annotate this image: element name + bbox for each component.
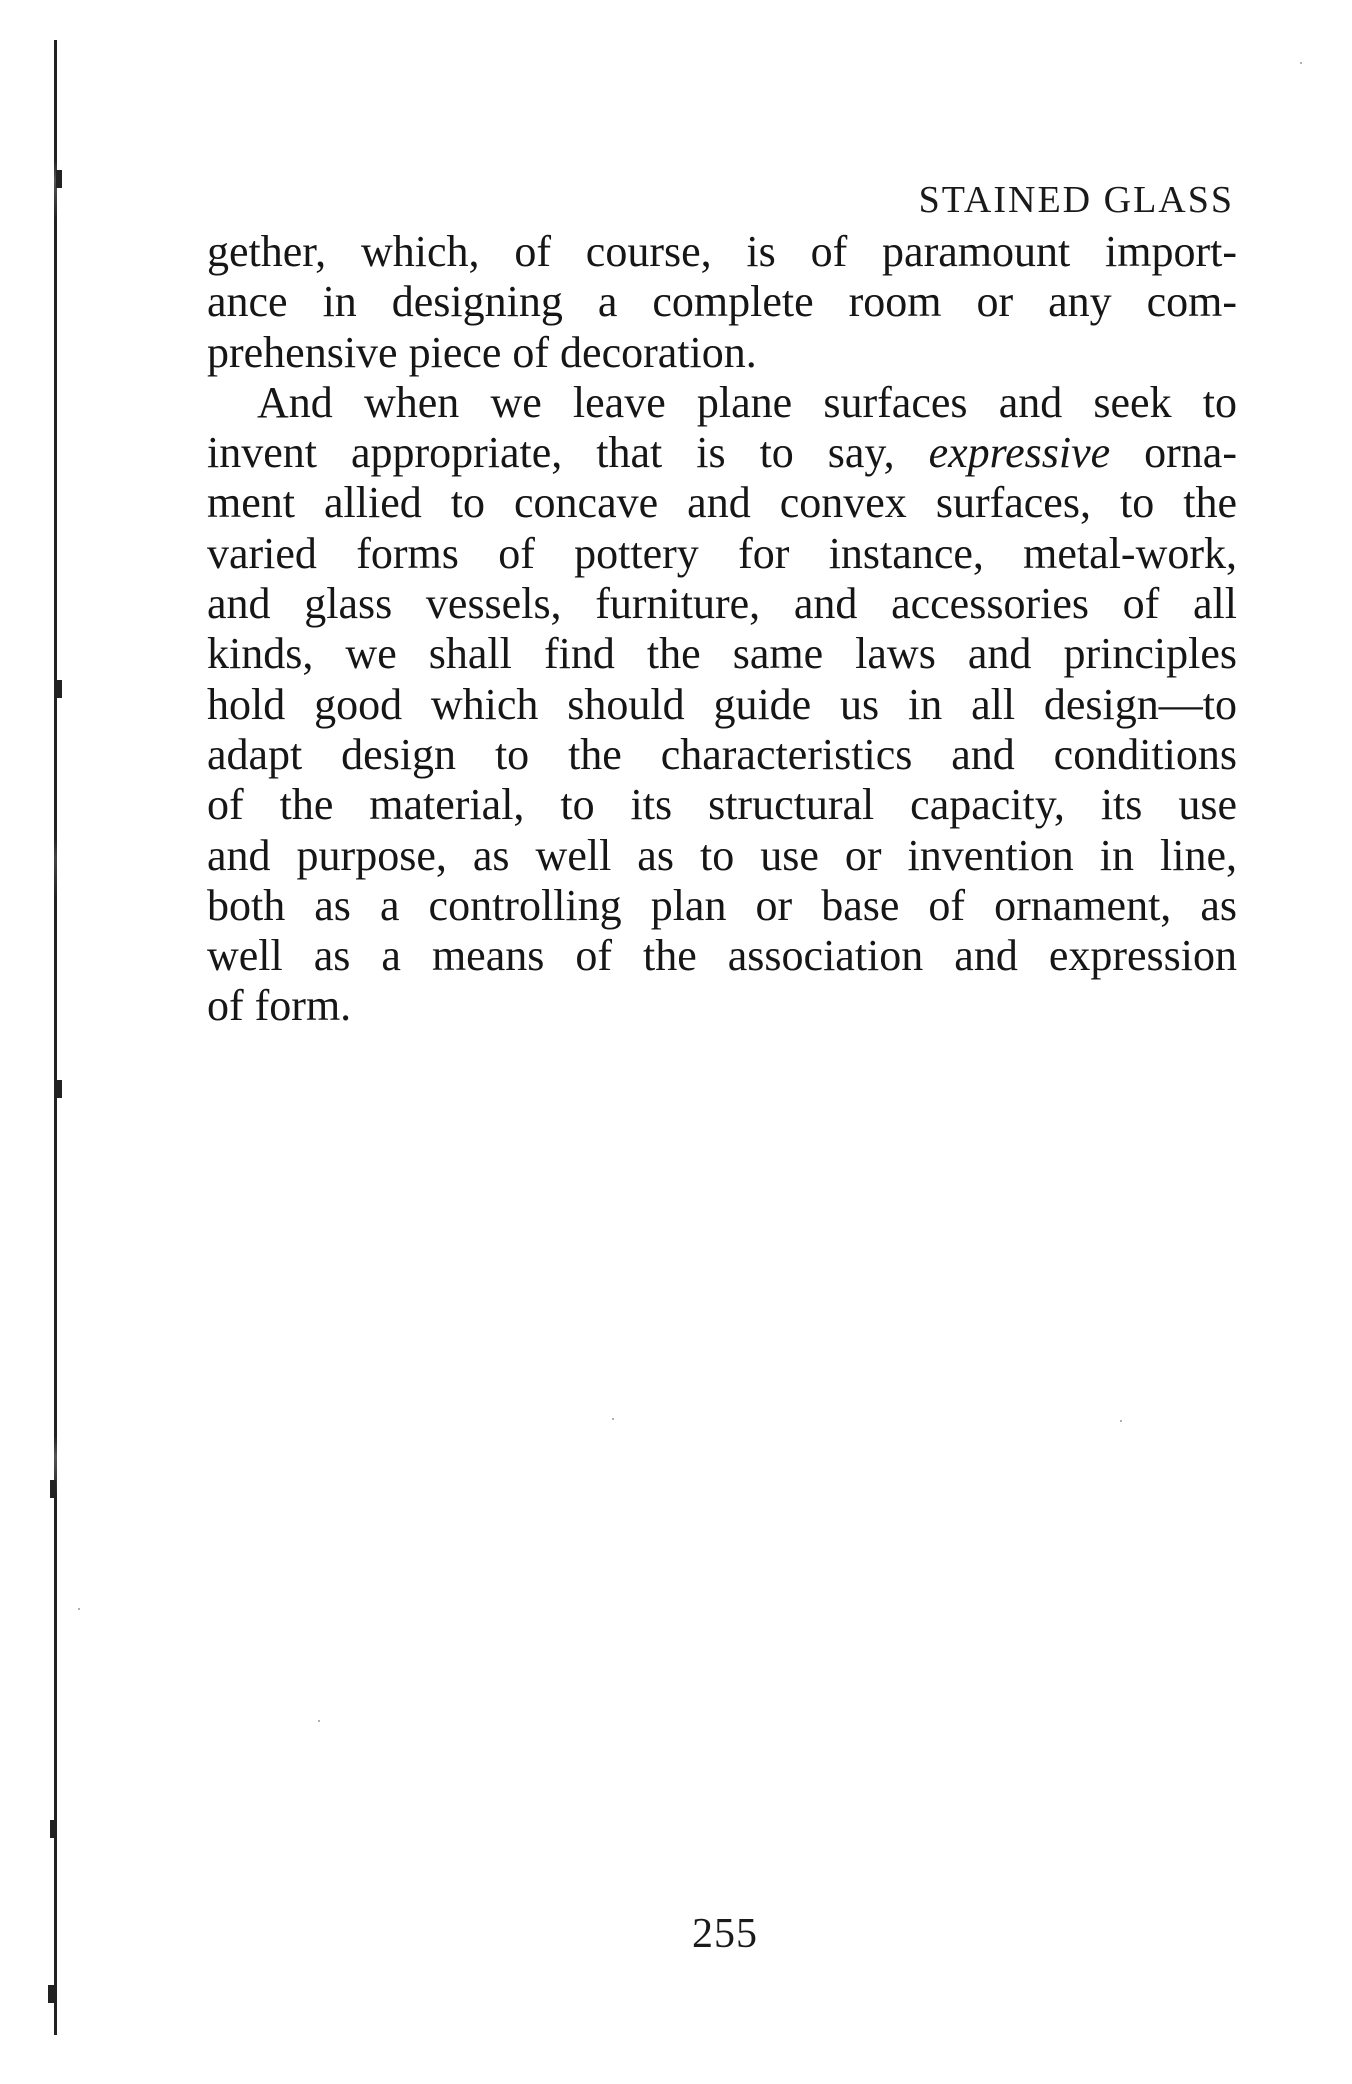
text-line: varied forms of pottery for instance, metal-work,: [207, 528, 1237, 578]
binding-mark: [50, 1820, 56, 1838]
paper-speck: [78, 1608, 80, 1610]
text-line: well as a means of the association and expression: [207, 931, 1237, 981]
text-line: both as a controlling plan or base of ornament, as: [207, 880, 1237, 930]
text-line: of form.: [207, 981, 352, 1031]
text-line: prehensive piece of decoration.: [207, 327, 757, 377]
text-line: adapt design to the characteristics and conditions: [207, 729, 1237, 779]
binding-mark: [56, 1080, 62, 1098]
text-line: kinds, we shall find the same laws and principles: [207, 629, 1237, 679]
page-number: 255: [692, 1911, 758, 1957]
binding-mark: [48, 1985, 54, 2003]
text-line: and purpose, as well as to use or invention in line,: [207, 830, 1237, 880]
text-line: and glass vessels, furniture, and accessories of all: [207, 579, 1237, 629]
text-line: ance in designing a complete room or any com-: [207, 277, 1237, 327]
binding-mark: [56, 170, 62, 188]
italic-word: expressive: [928, 428, 1111, 478]
text-line: of the material, to its structural capacity, its use: [207, 780, 1237, 830]
running-header: STAINED GLASS: [918, 179, 1234, 221]
paper-speck: [612, 1418, 614, 1420]
text-line: hold good which should guide us in all design—to: [207, 679, 1237, 729]
paper-speck: [1120, 1420, 1122, 1422]
text-line: And when we leave plane surfaces and seek to: [257, 377, 1237, 427]
binding-edge: [54, 40, 57, 2035]
binding-mark: [56, 680, 62, 698]
paper-speck: [1300, 62, 1302, 64]
text-line: ment allied to concave and convex surfaces, to the: [207, 478, 1237, 528]
paper-speck: [318, 1720, 320, 1722]
text-fragment: orna-: [1144, 428, 1237, 478]
binding-mark: [50, 1480, 56, 1498]
text-line: [207, 428, 1237, 478]
text-fragment: invent appropriate, that is to say,: [207, 428, 895, 478]
body-text: [207, 227, 1237, 1032]
text-line: gether, which, of course, is of paramount import-: [207, 227, 1237, 276]
